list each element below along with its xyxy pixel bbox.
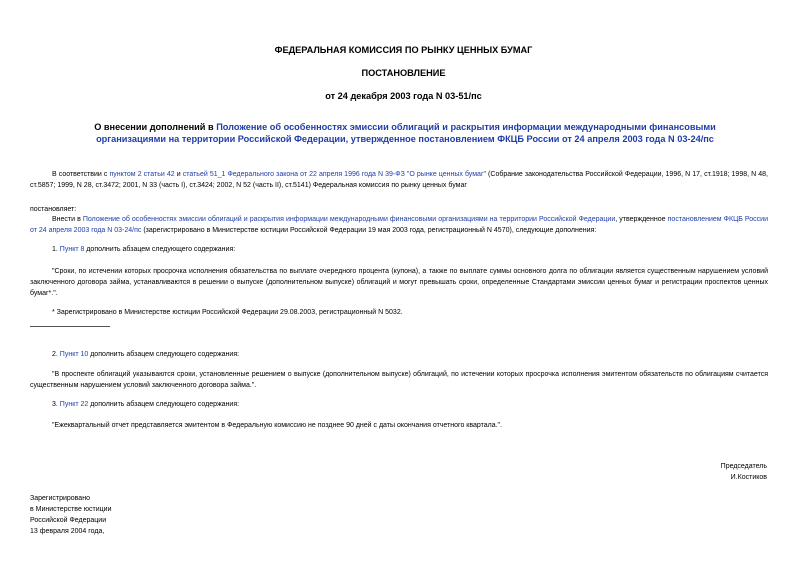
item-1-quote: "Сроки, по истечении которых просрочка исполнения обязательства по выплате очередного процента (купона), а также по выплате суммы основного долга по облигации является существенным нарушением условий заключенного договора займа, устанавливаются в решении о выпуске (дополнительном выпуске) облигаций и могут превышать сроки, определенные Стандартами эмиссии ценных бумаг и регистрации проспектов ценных бумаг*.". <box>30 268 768 297</box>
link-regulation[interactable]: Положение об особенностях эмиссии облигаций и раскрытия информации международными финансовыми организациями на территории Российской Федерации <box>82 216 616 223</box>
link-federal-law[interactable]: статьей 51_1 Федерального закона от 22 апреля 1996 года N 39-ФЗ "О рынке ценных бумаг" <box>182 171 486 178</box>
item-3-number: 3. <box>52 401 60 408</box>
item-2-number: 2. <box>52 351 60 358</box>
main-text-2: , утвержденное <box>615 216 668 223</box>
registration-line-3: Российской Федерации <box>30 517 107 524</box>
document-type: ПОСТАНОВЛЕНИЕ <box>361 68 446 78</box>
preamble-text-2: и <box>174 171 183 178</box>
document-subject <box>90 121 720 145</box>
decree-word: постановляет: <box>30 206 77 213</box>
item-3-quote: "Ежеквартальный отчет представляется эмитентом в Федеральную комиссию не позднее 90 дней с даты окончания отчетного квартала.". <box>52 422 502 429</box>
item-1-text: дополнить абзацем следующего содержания: <box>84 246 236 253</box>
item-3-text: дополнить абзацем следующего содержания: <box>88 401 240 408</box>
footnote: * Зарегистрировано в Министерстве юстиции Российской Федерации 29.08.2003, регистрационный N 5032. <box>52 309 403 316</box>
item-2-text: дополнить абзацем следующего содержания: <box>88 351 240 358</box>
main-text-3: (зарегистрировано в Министерстве юстиции Российской Федерации 19 мая 2003 года, регистрационный N 4570), следующие дополнения: <box>141 227 597 234</box>
item-2-quote: "В проспекте облигаций указываются сроки, установленные решением о выпуске (дополнительном выпуске) облигаций, по истечении которых просрочка исполнения эмитентом обязательств по облигациям считается существенным нарушением условий заключенного договора займа.". <box>30 371 768 389</box>
item-2-heading <box>52 349 239 360</box>
footnote-divider <box>30 326 110 327</box>
subject-link[interactable]: Положение об особенностях эмиссии облигаций и раскрытия информации международными финансовыми организациями на территории Российской Федерации, утвержденное постановлением ФКЦБ России от 24 апреля 2003 года N 03-24/пс <box>96 122 716 144</box>
link-point-8[interactable]: Пункт 8 <box>59 246 85 253</box>
link-resolution[interactable]: постановлением ФКЦБ России от 24 апреля 2003 года N 03-24/пс <box>30 216 768 234</box>
main-clause <box>30 214 768 236</box>
item-1-heading <box>52 244 235 255</box>
subject-prefix: О внесении дополнений в <box>94 122 217 132</box>
registration-line-2: в Министерстве юстиции <box>30 506 112 513</box>
signature-role: Председатель <box>720 463 767 470</box>
registration-line-1: Зарегистрировано <box>30 495 90 502</box>
item-3-heading <box>52 399 239 410</box>
item-1-number: 1. <box>52 246 60 253</box>
preamble-paragraph <box>30 169 768 191</box>
preamble-text-3: (Собрание законодательства Российской Федерации, 1996, N 17, ст.1918; 1998, N 48, ст.5857; 1999, N 28, ст.3472; 2001, N 33 (часть I), ст.3424; 2002, N 52 (часть II), ст.5141) Федеральная комиссия по рынку ценных бумаг <box>30 171 768 189</box>
link-article-42[interactable]: пунктом 2 статьи 42 <box>109 171 175 178</box>
signature-name: И.Костиков <box>730 474 767 481</box>
main-text-1: Внести в <box>52 216 83 223</box>
registration-line-4: 13 февраля 2004 года, <box>30 528 105 535</box>
org-title: ФЕДЕРАЛЬНАЯ КОМИССИЯ ПО РЫНКУ ЦЕННЫХ БУМАГ <box>274 45 533 55</box>
link-point-10[interactable]: Пункт 10 <box>59 351 89 358</box>
link-point-22[interactable]: Пункт 22 <box>59 401 89 408</box>
document-date: от 24 декабря 2003 года N 03-51/пс <box>325 91 482 101</box>
preamble-text-1: В соответствии с <box>52 171 110 178</box>
